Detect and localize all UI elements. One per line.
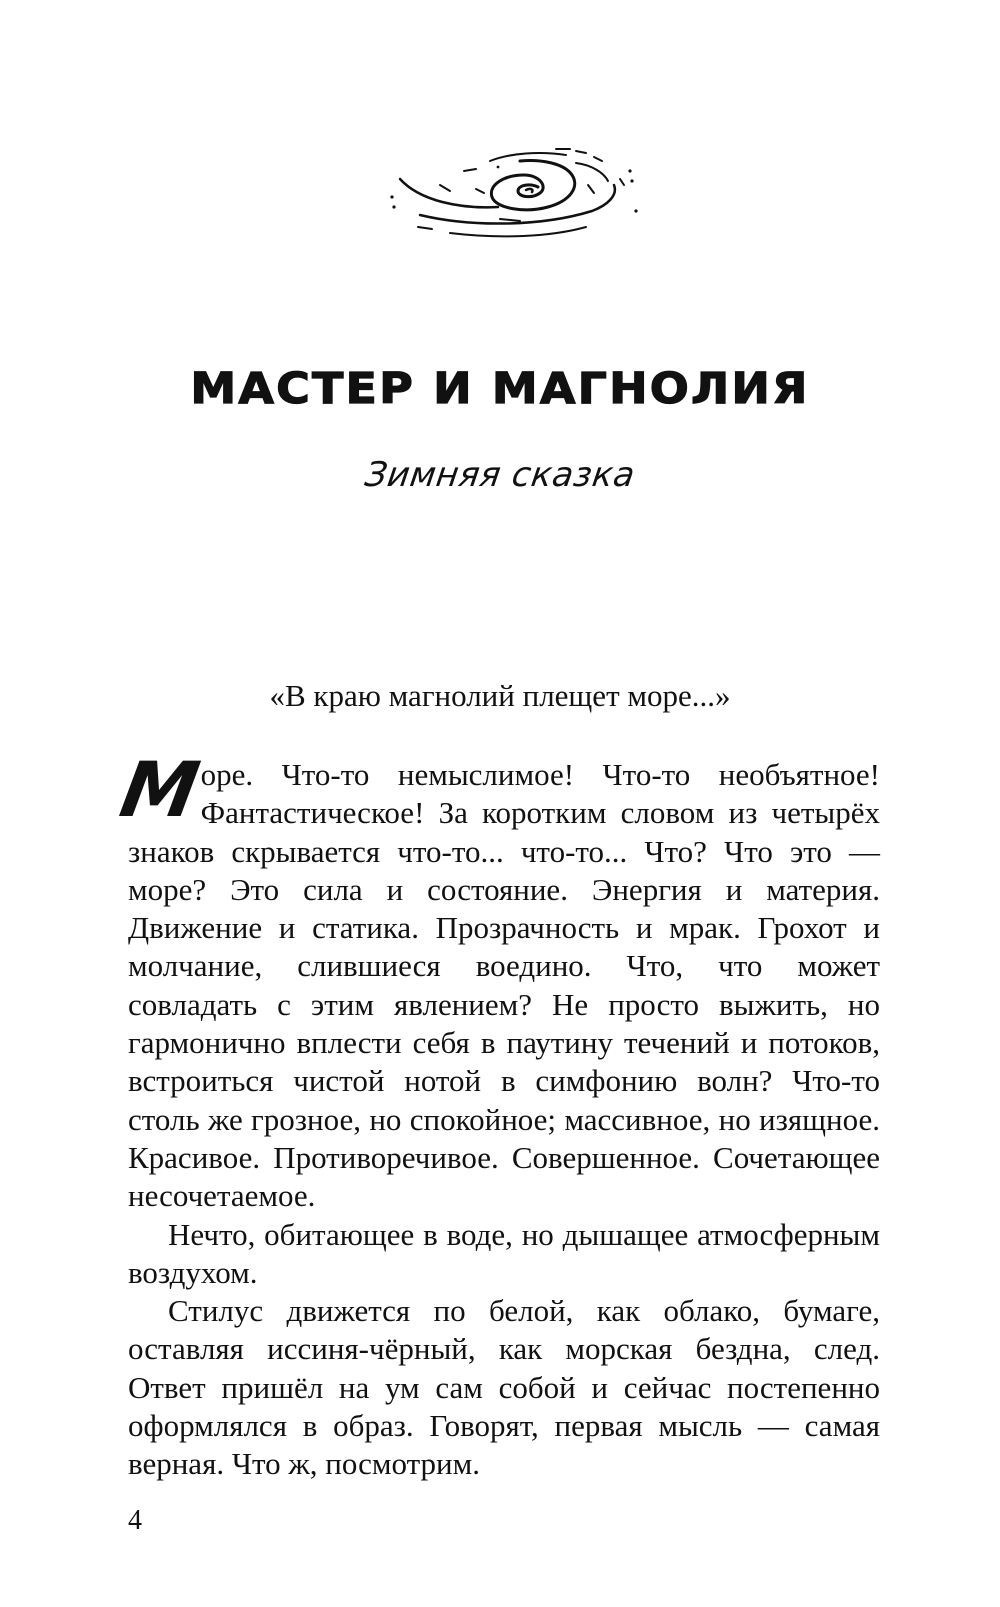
chapter-subtitle: Зимняя сказка [362, 455, 638, 495]
swirl-ornament-icon [380, 145, 650, 245]
paragraph-2: Нечто, обитающее в воде, но дышащее атмосферным воздухом. [128, 1216, 880, 1290]
chapter-body [114, 745, 880, 1484]
paragraph-text: оре. Что-то немыслимое! Что-то необъятное! Фантастическое! За коротким словом из четырёх знаков скрывается что-то... что-то... Что? Что это — море? Это сила и состояние. Энергия и материя. Движение и статика. Прозрачность и мрак. Грохот и молчание, слившиеся воедино. Что, что может совладать с этим явлением? Не просто выжить, но гармонично вплести себя в паутину течений и потоков, встроиться чистой нотой в симфонию волн? Что-то столь же грозное, но спокойное; массивное, но изящное. Красивое. Противоречивое. Совершенное. Сочетающее несочетаемое. [128, 757, 880, 1214]
chapter-title: МАСТЕР И МАГНОЛИЯ [190, 364, 810, 414]
paragraph-1 [114, 745, 880, 1216]
paragraph-3: Стилус движется по белой, как облако, бумаге, оставляя иссиня-чёрный, как морская бездна, след. Ответ пришёл на ум сам собой и сейчас постепенно оформлялся в образ. Говорят, первая мысль — самая верная. Что ж, посмотрим. [128, 1293, 880, 1482]
page-number: 4 [128, 1505, 142, 1536]
epigraph: «В краю магнолий плещет море...» [269, 678, 731, 713]
drop-cap: М [114, 745, 206, 834]
